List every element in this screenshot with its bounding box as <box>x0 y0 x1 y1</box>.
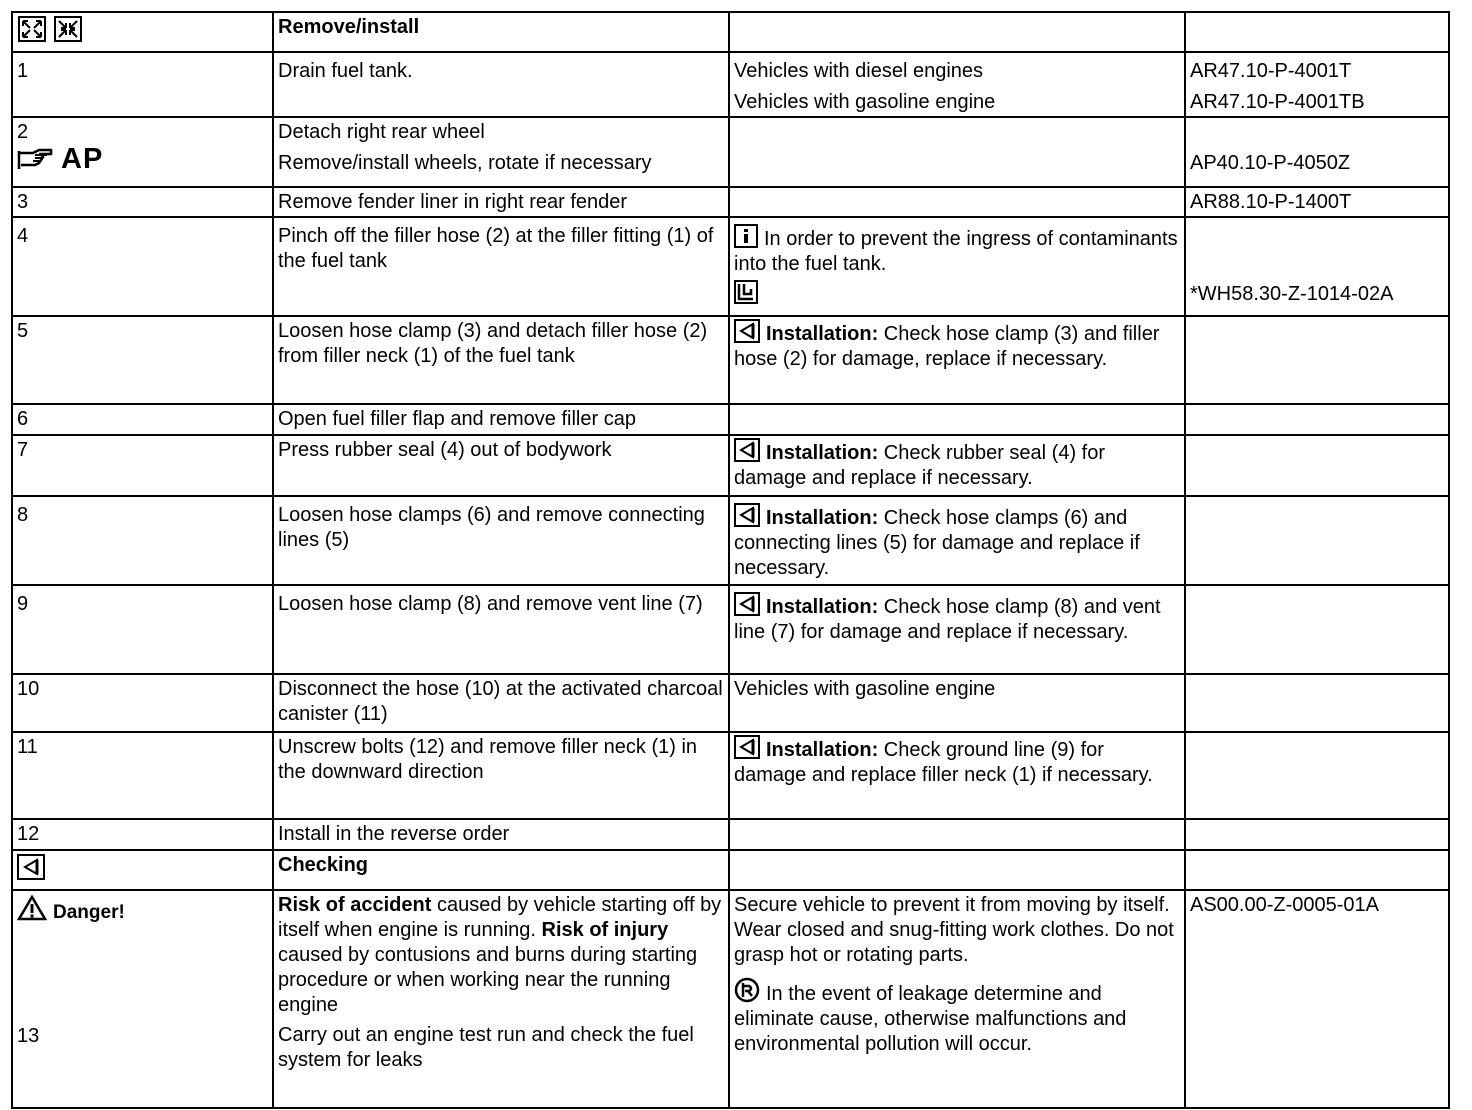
installation-icon <box>17 853 45 881</box>
table-row <box>12 732 1449 819</box>
step-notes <box>729 585 1185 674</box>
step-notes <box>729 819 1185 850</box>
step-number: 2 <box>17 121 29 143</box>
note-text: Check hose clamp (8) and vent line (7) for damage and replace if necessary. <box>734 596 1161 643</box>
risk-text: caused by vehicle starting off by itself when engine is running. <box>278 894 722 941</box>
note-label: Installation: <box>766 739 879 761</box>
step-action: Remove fender liner in right rear fender <box>273 187 729 217</box>
step-notes <box>729 404 1185 435</box>
step-number: 10 <box>12 674 273 732</box>
installation-icon <box>734 592 760 616</box>
note-text: Check ground line (9) for damage and replace filler neck (1) if necessary. <box>734 739 1153 786</box>
danger-label: Danger! <box>53 902 125 923</box>
step-refs <box>1185 316 1449 404</box>
checking-title: Checking <box>273 850 729 890</box>
step-number: 11 <box>12 732 273 819</box>
step-number: 13 <box>17 1025 40 1047</box>
step-notes <box>729 316 1185 404</box>
table-row <box>12 217 1449 316</box>
step-notes <box>729 435 1185 496</box>
danger-cell <box>12 890 273 1108</box>
step-number: 5 <box>12 316 273 404</box>
step-number: 3 <box>12 187 273 217</box>
step-refs <box>1185 435 1449 496</box>
ref-link[interactable]: *WH58.30-Z-1014-02A <box>1190 283 1394 305</box>
ref-link[interactable]: AR47.10-P-4001T <box>1190 60 1352 82</box>
action-line: Remove/install wheels, rotate if necessary <box>278 152 652 174</box>
table-row <box>12 496 1449 585</box>
note-label: Installation: <box>766 507 879 529</box>
risk-text: caused by contusions and burns during starting procedure or when working near the running engine <box>278 944 698 1016</box>
step-notes <box>729 187 1185 217</box>
step-refs <box>1185 585 1449 674</box>
risk-title: Risk of accident <box>278 894 432 916</box>
header-empty <box>1185 850 1449 890</box>
note-label: Installation: <box>766 323 879 345</box>
step-refs <box>1185 217 1449 316</box>
table-header-row <box>12 12 1449 52</box>
step-number: 6 <box>12 404 273 435</box>
step-action: Disconnect the hose (10) at the activated charcoal canister (11) <box>273 674 729 732</box>
step-refs <box>1185 117 1449 187</box>
step-notes <box>729 732 1185 819</box>
installation-icon <box>734 735 760 759</box>
step-refs <box>1185 732 1449 819</box>
installation-icon <box>734 503 760 527</box>
step-refs <box>1185 52 1449 117</box>
checking-icon-cell <box>12 850 273 890</box>
note-label: Installation: <box>766 442 879 464</box>
checking-header-row <box>12 850 1449 890</box>
step-number: 4 <box>12 217 273 316</box>
step-action: Pinch off the filler hose (2) at the filler fitting (1) of the fuel tank <box>273 217 729 316</box>
ref-link[interactable]: AS00.00-Z-0005-01A <box>1190 894 1380 916</box>
step-action: Loosen hose clamp (3) and detach filler hose (2) from filler neck (1) of the fuel tank <box>273 316 729 404</box>
ap-label <box>17 143 268 175</box>
danger-row <box>12 890 1449 1108</box>
note-line: Vehicles with gasoline engine <box>734 91 996 113</box>
ref-link[interactable]: AP40.10-P-4050Z <box>1190 152 1351 174</box>
remove-install-icons <box>17 15 83 43</box>
table-row <box>12 819 1449 850</box>
step-number: 12 <box>12 819 273 850</box>
step-refs <box>1185 819 1449 850</box>
step-notes <box>729 217 1185 316</box>
table-row <box>12 52 1449 117</box>
danger-text-cell <box>273 890 729 1108</box>
table-row <box>12 117 1449 187</box>
installation-icon <box>734 319 760 343</box>
header-title: Remove/install <box>273 12 729 52</box>
note-line: Wear closed and snug-fitting work clothes. Do not grasp hot or rotating parts. <box>734 919 1174 966</box>
step-notes: Vehicles with gasoline engine <box>729 674 1185 732</box>
figure-icon <box>734 280 758 304</box>
step-number: 9 <box>12 585 273 674</box>
step-number-cell <box>12 117 273 187</box>
step-action: Install in the reverse order <box>273 819 729 850</box>
note-line: Secure vehicle to prevent it from moving by itself. <box>734 894 1170 916</box>
note-text: In order to prevent the ingress of contaminants into the fuel tank. <box>734 228 1178 275</box>
step-notes <box>729 496 1185 585</box>
step-action <box>273 117 729 187</box>
step-action: Carry out an engine test run and check the fuel system for leaks <box>278 1024 694 1071</box>
step-action: Loosen hose clamp (8) and remove vent line (7) <box>273 585 729 674</box>
note-text: Check hose clamps (6) and connecting lines (5) for damage and replace if necessary. <box>734 507 1140 579</box>
safety-notes-cell <box>729 890 1185 1108</box>
step-action: Press rubber seal (4) out of bodywork <box>273 435 729 496</box>
risk-title: Risk of injury <box>541 919 669 941</box>
step-notes <box>729 52 1185 117</box>
step-action: Open fuel filler flap and remove filler cap <box>273 404 729 435</box>
pointing-hand-icon <box>17 147 55 171</box>
step-notes <box>729 117 1185 187</box>
ref-link[interactable]: AR47.10-P-4001TB <box>1190 91 1365 113</box>
step-action: Unscrew bolts (12) and remove filler neck (1) in the downward direction <box>273 732 729 819</box>
note-label: Installation: <box>766 596 879 618</box>
step-number: 1 <box>12 52 273 117</box>
step-number: 7 <box>12 435 273 496</box>
note-line: Vehicles with diesel engines <box>734 60 984 82</box>
step-number: 8 <box>12 496 273 585</box>
header-icons-cell <box>12 12 273 52</box>
environment-icon <box>734 977 760 1003</box>
note-text: In the event of leakage determine and eliminate cause, otherwise malfunctions and environmental pollution will occur. <box>734 983 1127 1055</box>
installation-icon <box>734 438 760 462</box>
action-line: Detach right rear wheel <box>278 121 485 143</box>
note-text: Check hose clamp (3) and filler hose (2) for damage, replace if necessary. <box>734 323 1160 370</box>
procedure-table <box>11 11 1450 1109</box>
step-refs <box>1185 674 1449 732</box>
header-empty <box>1185 12 1449 52</box>
table-row <box>12 435 1449 496</box>
step-refs <box>1185 890 1449 1108</box>
info-icon <box>734 224 758 248</box>
table-row <box>12 674 1449 732</box>
table-row <box>12 585 1449 674</box>
header-empty <box>729 850 1185 890</box>
step-refs <box>1185 404 1449 435</box>
table-row <box>12 316 1449 404</box>
ap-text: AP <box>61 143 104 175</box>
table-row <box>12 187 1449 217</box>
warning-icon <box>17 895 47 921</box>
header-empty <box>729 12 1185 52</box>
step-action: Drain fuel tank. <box>273 52 729 117</box>
ref-link[interactable]: AR88.10-P-1400T <box>1185 187 1449 217</box>
step-refs <box>1185 496 1449 585</box>
note-text: Check rubber seal (4) for damage and replace if necessary. <box>734 442 1105 489</box>
step-action: Loosen hose clamps (6) and remove connecting lines (5) <box>273 496 729 585</box>
table-row <box>12 404 1449 435</box>
